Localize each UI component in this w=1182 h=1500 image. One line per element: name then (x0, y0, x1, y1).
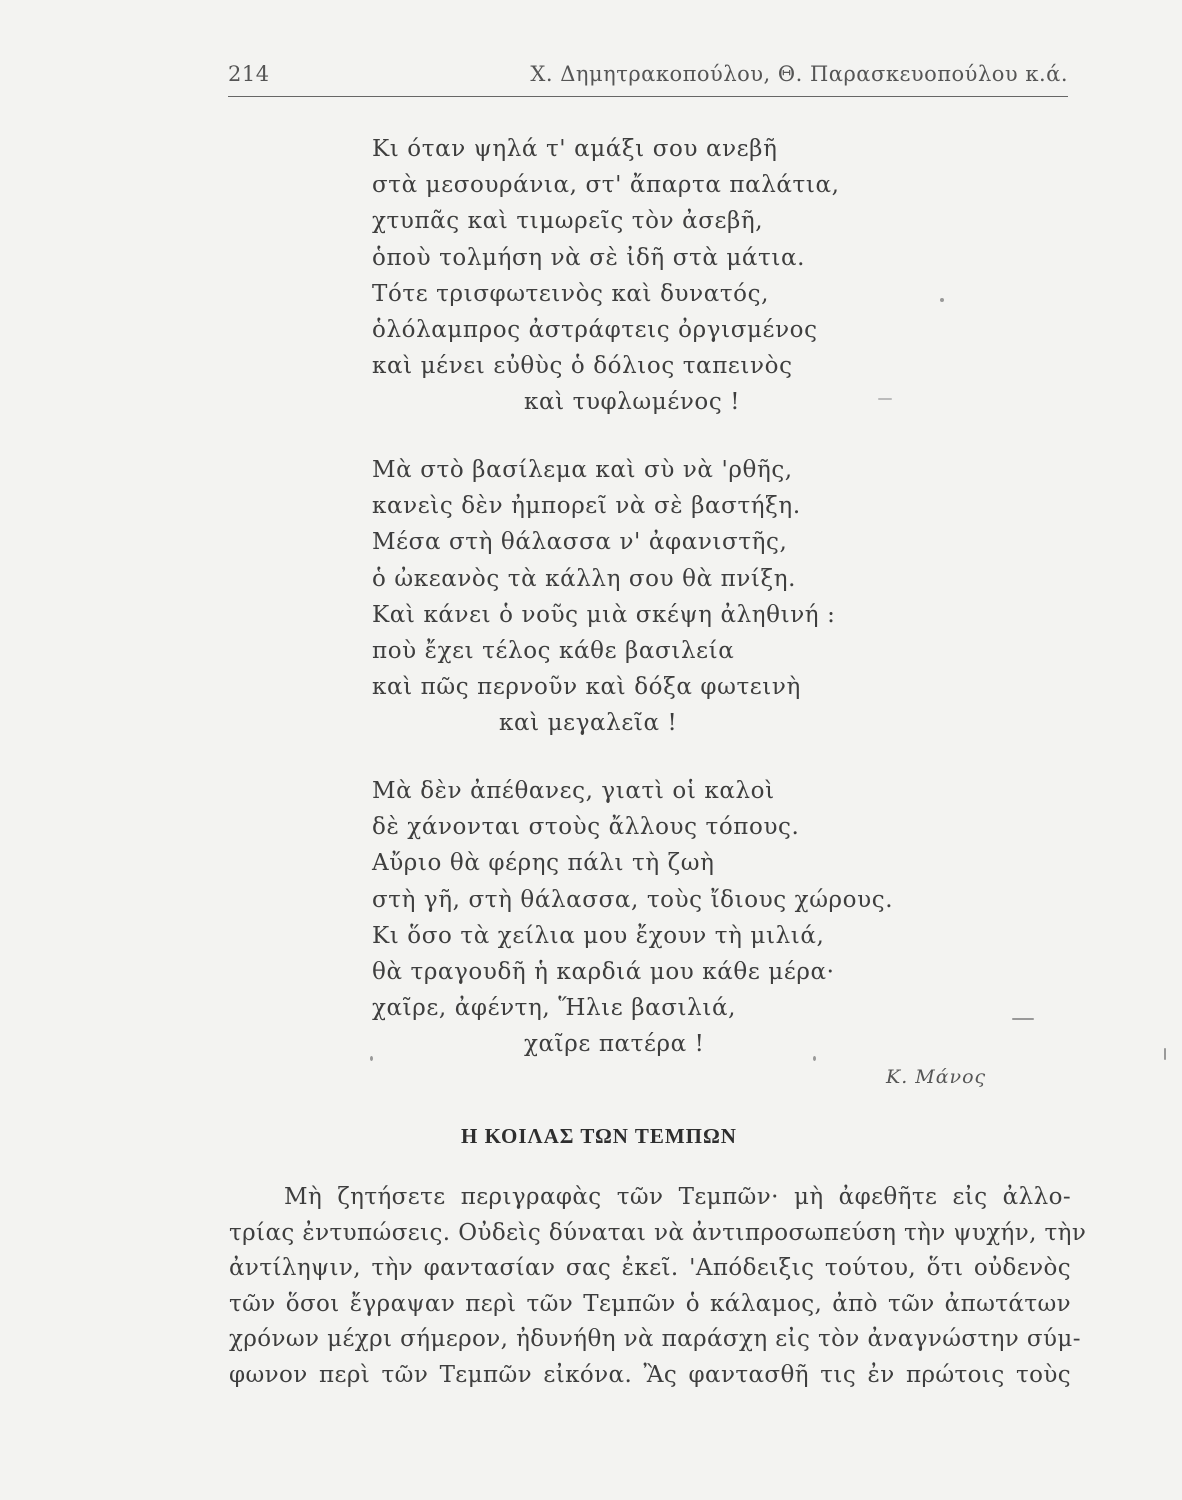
verse-line: Κι όταν ψηλά τ' αμάξι σου ανεβῆ (372, 136, 778, 162)
verse-line: καὶ μένει εὐθὺς ὁ δόλιος ταπεινὸς (372, 353, 793, 380)
verse-line: στὰ μεσουράνια, στ' ἄπαρτα παλάτια, (372, 172, 840, 199)
verse-line: Μὰ δὲν ἀπέθανες, γιατὶ οἱ καλοὶ (372, 778, 775, 804)
verse-line-indented: χαῖρε πατέρα ! (524, 1031, 705, 1058)
header-rule (228, 96, 1068, 97)
scan-speck (878, 398, 892, 400)
verse-line: Κι ὅσο τὰ χείλια μου ἔχουν τὴ μιλιά, (372, 922, 825, 949)
verse-line-indented: καὶ τυφλωμένος ! (524, 389, 741, 416)
verse-line: Αὔριο θὰ φέρης πάλι τὴ ζωὴ (372, 850, 715, 877)
verse-line: ὁ ὠκεανὸς τὰ κάλλη σου θὰ πνίξη. (372, 565, 797, 592)
scan-speck (1164, 1048, 1166, 1060)
poem-stanza-2 (372, 452, 932, 742)
verse-line-indented: καὶ μεγαλεῖα ! (499, 710, 678, 737)
scan-speck (940, 298, 944, 302)
verse-line: ὁποὺ τολμήση νὰ σὲ ἰδῆ στὰ μάτια. (372, 244, 806, 271)
prose-line: Μὴ ζητήσετε περιγραφὰς τῶν Τεμπῶν· μὴ ἀφεθῆτε εἰς ἀλλο- (284, 1184, 1071, 1210)
page-number: 214 (228, 62, 270, 86)
verse-line: ποὺ ἔχει τέλος κάθε βασιλεία (372, 638, 735, 665)
prose-line: φωνον περὶ τῶν Τεμπῶν εἰκόνα. Ἂς φαντασθῆ τις ἐν πρώτοις τοὺς (229, 1361, 1071, 1388)
scan-speck (370, 1056, 373, 1061)
verse-line: Τότε τρισφωτεινὸς καὶ δυνατός, (372, 280, 769, 307)
scan-speck (813, 1056, 816, 1061)
prose-line: ἀντίληψιν, τὴν φαντασίαν σας ἐκεῖ. 'Απόδειξις τούτου, ὅτι οὐδενὸς (229, 1255, 1071, 1282)
verse-line: στὴ γῆ, στὴ θάλασσα, τοὺς ἴδιους χώρους. (372, 886, 894, 913)
poem-signature: Κ. Μάνος (886, 1066, 987, 1088)
header-title: Χ. Δημητρακοπούλου, Θ. Παρασκευοπούλου κ.ά. (530, 62, 1068, 86)
verse-line: ὁλόλαμπρος ἀστράφτεις ὀργισμένος (372, 317, 818, 344)
verse-line: δὲ χάνονται στοὺς ἄλλους τόπους. (372, 814, 800, 841)
section-title: Η ΚΟΙΛΑΣ ΤΩΝ ΤΕΜΠΩΝ (461, 1124, 737, 1148)
poem-stanza-1 (372, 131, 932, 421)
verse-line: Καὶ κάνει ὁ νοῦς μιὰ σκέψη ἀληθινή : (372, 601, 836, 628)
scan-speck (1012, 1018, 1034, 1020)
verse-line: χτυπᾶς καὶ τιμωρεῖς τὸν ἀσεβῆ, (372, 208, 764, 235)
verse-line: χαῖρε, ἀφέντη, Ἥλιε βασιλιά, (372, 995, 737, 1022)
verse-line: καὶ πῶς περνοῦν καὶ δόξα φωτεινὴ (372, 674, 801, 701)
prose-line: τρίας ἐντυπώσεις. Οὐδεὶς δύναται νὰ ἀντιπροσωπεύση τὴν ψυχήν, τὴν (229, 1219, 1087, 1246)
prose-line: τῶν ὅσοι ἔγραψαν περὶ τῶν Τεμπῶν ὁ κάλαμος, ἀπὸ τῶν ἀπωτάτων (229, 1290, 1071, 1317)
verse-line: θὰ τραγουδῆ ἡ καρδιά μου κάθε μέρα· (372, 959, 835, 986)
prose-paragraph (229, 1180, 1087, 1394)
poem-stanza-3 (372, 773, 932, 1063)
verse-line: Μὰ στὸ βασίλεμα καὶ σὺ νὰ 'ρθῆς, (372, 457, 793, 483)
verse-line: κανεὶς δὲν ἠμπορεῖ νὰ σὲ βαστήξη. (372, 493, 801, 520)
running-head (228, 60, 1068, 94)
verse-line: Μέσα στὴ θάλασσα ν' ἀφανιστῆς, (372, 529, 788, 556)
prose-line: χρόνων μέχρι σήμερον, ἠδυνήθη νὰ παράσχη εἰς τὸν ἀναγνώστην σύμ- (229, 1326, 1081, 1353)
